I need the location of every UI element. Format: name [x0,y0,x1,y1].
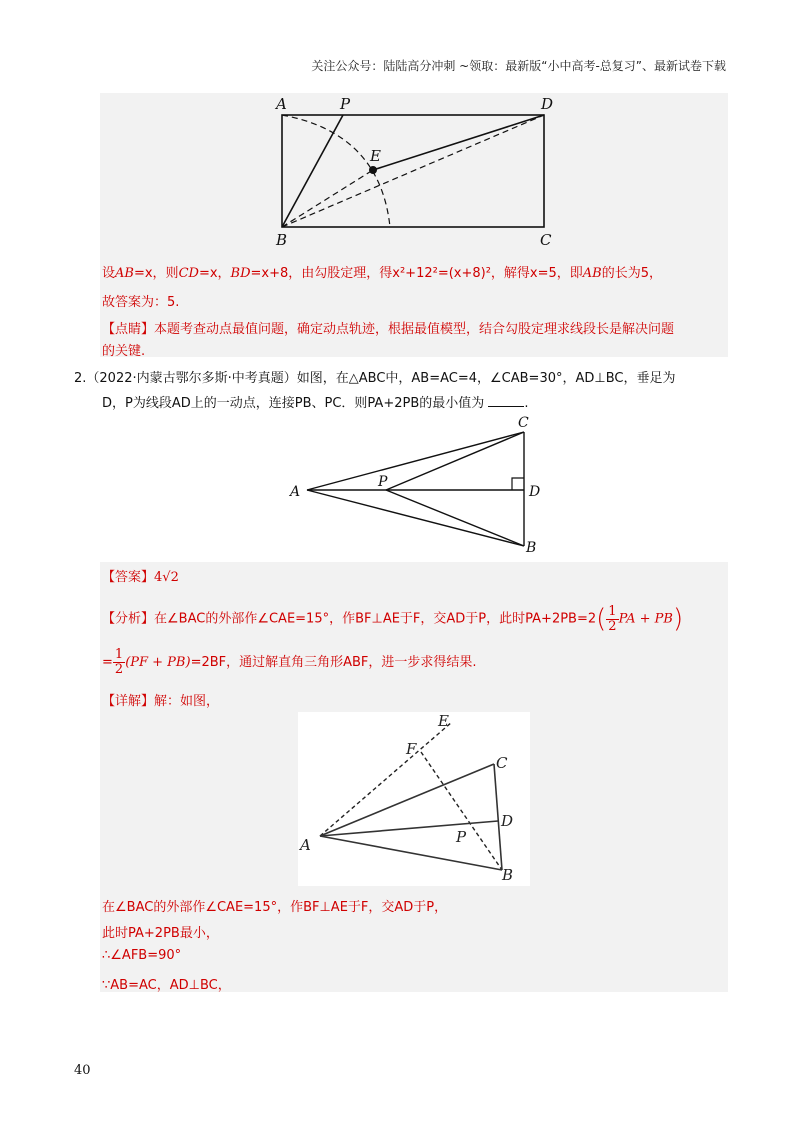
fig3-label-c: C [496,754,508,772]
fig3-label-f: F [406,740,417,758]
fig2-label-d: D [529,484,541,500]
figure-rectangle [260,93,570,253]
detail-line: 【详解】解：如图， [102,694,220,709]
fig3-label-a: A [300,836,311,854]
step-line-4: ∵AB=AC，AD⊥BC， [102,978,231,993]
fig3-label-d: D [501,812,514,830]
step-line-1: 在∠BAC的外部作∠CAE=15°，作BF⊥AE于F，交AD于P， [102,900,448,915]
fig1-label-a: A [276,95,287,113]
fig2-label-c: C [518,415,529,431]
solution-line-1: 设AB=x，则CD=x，BD=x+8，由勾股定理，得x²+12²=(x+8)²，解得x=5，即AB的长为5， [102,266,663,281]
question-2-line-2: D，P为线段AD上的一动点，连接PB、PC．则PA+2PB的最小值为 . [102,396,529,411]
page-header: 关注公众号：陆陆高分冲刺 ~领取：最新版“小中高考-总复习”、最新试卷下载 [311,59,726,73]
analysis-line-1: 【分析】在∠BAC的外部作∠CAE=15°，作BF⊥AE于F，交AD于P，此时PA+2PB=2( $\frac{1}{2}$ PA + PB) [102,603,684,634]
answer-blank [488,394,524,407]
fig2-label-a: A [290,484,301,500]
review-line-2: 的关键. [102,344,146,359]
step-line-2: 此时PA+2PB最小， [102,926,219,941]
fig1-label-p: P [340,95,351,113]
page-number: 40 [74,1063,91,1078]
fig1-label-d: D [541,95,554,113]
fig1-label-b: B [276,231,288,249]
fig1-label-c: C [540,231,552,249]
figure-construction [298,712,530,886]
review-line-1: 【点睛】本题考查动点最值问题，确定动点轨迹，根据最值模型，结合勾股定理求线段长是解决问题 [102,322,675,337]
fig2-label-b: B [526,540,537,556]
solution-line-2: 故答案为：5. [102,295,180,310]
fig2-label-p: P [378,474,388,490]
fig3-label-b: B [502,866,514,884]
answer-line: 【答案】4√2 [102,570,179,585]
fig3-label-e: E [438,712,449,730]
fig1-label-e: E [370,147,381,165]
figure-triangle-abc [280,410,570,560]
fig3-label-p: P [456,828,467,846]
analysis-line-2: = $\frac{1}{2}$ (PF + PB)=2BF，通过解直角三角形ABF，进一步求得结果. [102,647,477,677]
step-line-3: ∴∠AFB=90° [102,948,182,963]
question-2-line-1: 2.（2022·内蒙古鄂尔多斯·中考真题）如图，在△ABC中，AB=AC=4，∠CAB=30°，AD⊥BC，垂足为 [74,371,676,386]
